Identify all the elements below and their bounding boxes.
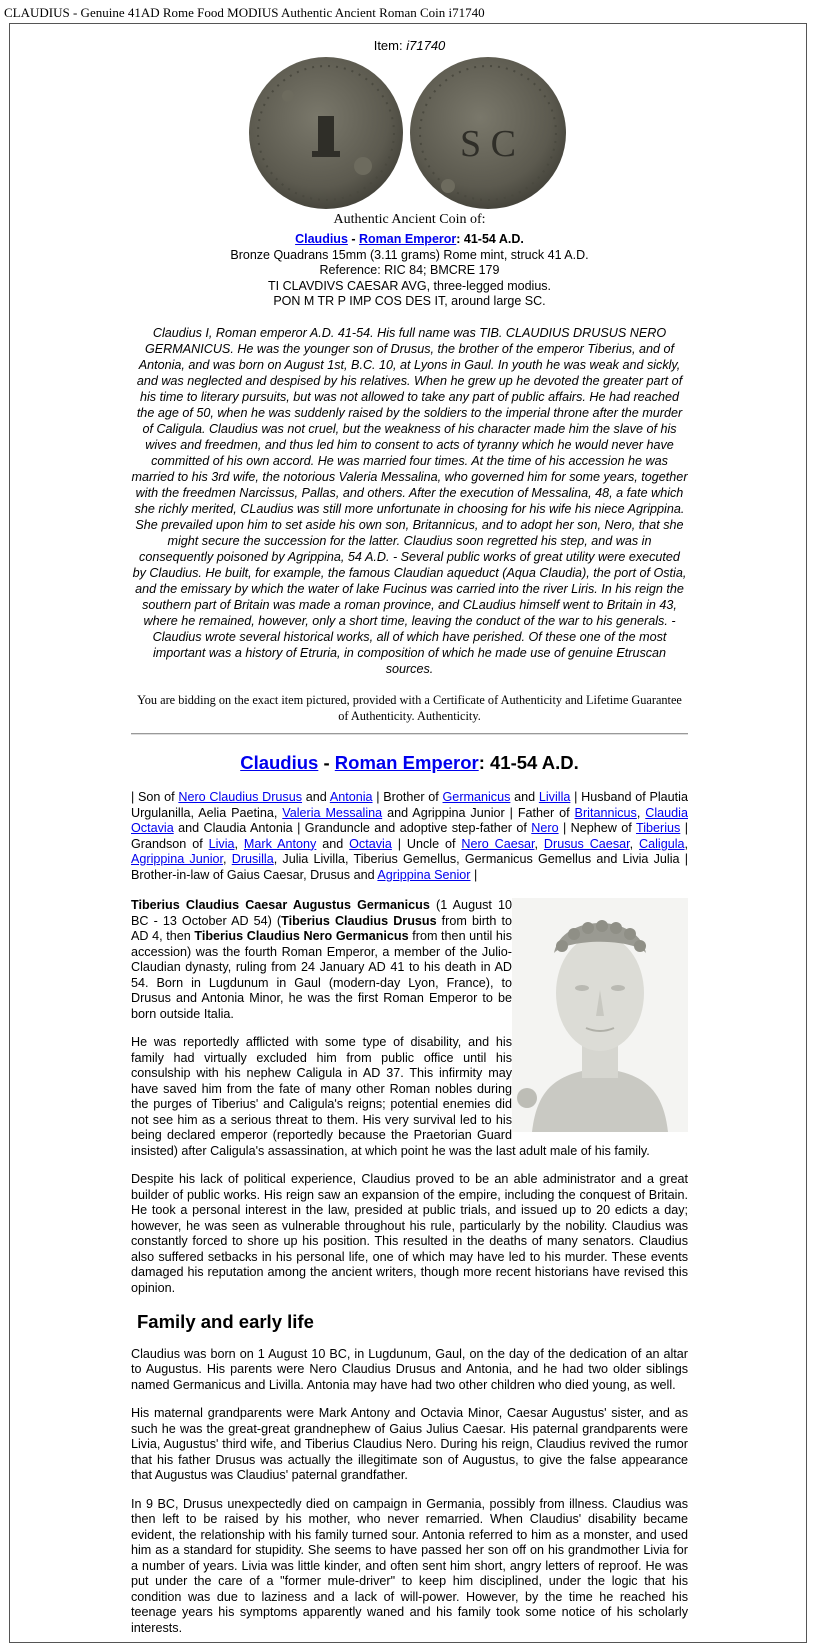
link-antonia[interactable]: Antonia [329, 790, 373, 804]
link-mark-antony[interactable]: Mark Antony [243, 836, 317, 851]
item-id-line [131, 38, 688, 53]
guarantee-text: You are bidding on the exact item pictured, provided with a Certificate of Authenticity and Lifetime Guarantee of Authenticity. Authenticity. [137, 693, 682, 723]
relations-text: and Agrippina Junior | Father of [382, 805, 575, 820]
link-tiberius[interactable]: Tiberius [635, 821, 681, 835]
link-nero[interactable]: Nero [531, 821, 559, 835]
bio-bold-name: Tiberius Claudius Nero Germanicus [194, 929, 409, 943]
bio-paragraph: His maternal grandparents were Mark Antony and Octavia Minor, Caesar Augustus' sister, and as such he was the great-great grandnephew of Gaius Julius Caesar. His paternal grandparents were Livia, Augustus' third wife, and Tiberius Claudius Nero. During his reign, Claudius revived the rumor that his father Drusus was actually the illegitimate son of Augustus, to give the false appearance that Augustus was Claudius' paternal grandfather. [131, 1406, 688, 1482]
item-label: Item: [373, 38, 403, 53]
coin-reverse-sc: S C [460, 123, 516, 165]
coin-line-obverse: TI CLAVDIVS CAESAR AVG, three-legged modius. [268, 278, 551, 293]
link-claudia-octavia[interactable]: Claudia Octavia [131, 805, 688, 835]
coin-obverse [249, 57, 403, 209]
bio-bold-name: Tiberius Claudius Caesar Augustus Germanicus [131, 898, 430, 912]
bio-text: from then until his accession) was the fourth Roman Emperor, a member of the Julio-Claudian dynasty, ruling from 24 January AD 41 to his death in AD 54. Born in Lugdunum in Gaul (modern-day Lyon, France), to Drusus and Antonia Minor, he was the first Roman Emperor to be born outside Italia. [131, 929, 512, 1021]
relations-text: | Son of [131, 790, 179, 804]
link-drusilla[interactable]: Drusilla [231, 852, 274, 866]
coin-details [131, 232, 688, 310]
heading-sep: - [318, 752, 335, 773]
bio-bold-name: Tiberius Claudius Drusus [281, 913, 437, 928]
coin-description: Claudius I, Roman emperor A.D. 41-54. His full name was TIB. CLAUDIUS DRUSUS NERO GERMANICUS. He was the younger son of Drusus, the brother of the emperor Tiberius, and of Antonia, and was born on August 1st, B.C. 10, at Lyons in Gaul. In youth he was weak and sickly, and was neglected and despised by his relatives. When he grew up he devoted the greater part of his time to literary pursuits, but was not allowed to take any part of public affairs. He had reached the age of 50, when he was suddenly raised by the soldiers to the imperial throne after the murder of Caligula. Claudius was not cruel, but the weakness of his character made him the slave of his wives and freedmen, and thus led him to consent to acts of tyranny which he would never have committed of his own accord. He was married four times. At the time of his accession he was married to his 3rd wife, the notorious Valeria Messalina, who governed him for some years, together with the freedmen Narcissus, Pallas, and others. After the execution of Messalina, 48, a fate which she richly merited, CLaudius was still more unfortunate in choosing for his wife his niece Agrippina. She prevailed upon him to set aside his own son, Britannicus, and to adopt her son, Nero, that she might secure the succession for the latter. Claudius soon regretted his step, and was in consequently poisoned by Agrippina, 54 A.D. - Several public works of great utility were executed by Claudius. He built, for example, the famous Claudian aqueduct (Aqua Claudia), the port of Ostia, and the emissary by which the water of lake Fucinus was carried into the river Liris. In his reign the southern part of Britain was made a roman province, and CLaudius himself went to Britain in 43, where he remained, however, only a short time, leaving the conduct of the war to his generals. - Claudius wrote several historical works, all of which have perished. Of these one of the most important was a history of Etruria, in composition of which he made use of genuine Etruscan sources. [131, 326, 688, 676]
link-octavia[interactable]: Octavia [349, 836, 392, 851]
item-id: i71740 [406, 38, 446, 53]
relations-text: and Claudia Antonia | Granduncle and adoptive step-father of [173, 821, 532, 835]
link-caligula[interactable]: Caligula [639, 836, 685, 851]
relations-text: | Husband of Plautia Urgulanilla, Aelia Paetina, [131, 790, 688, 820]
coin-heading-dates: : 41-54 A.D. [456, 232, 524, 246]
link-agrippina-junior[interactable]: Agrippina Junior [131, 852, 224, 866]
relations-text: | Grandson of [131, 821, 688, 851]
link-nero-claudius-drusus[interactable]: Nero Claudius Drusus [178, 790, 303, 804]
bio-paragraph: Despite his lack of political experience, Claudius proved to be an able administrator and a great builder of public works. His reign saw an expansion of the empire, including the conquest of Britain. He took a personal interest in the law, presided at public trials, and issued up to 20 edicts a day; however, he was seen as vulnerable throughout his rule, particularly by the nobility. Claudius was constantly forced to shore up his position. This resulted in the deaths of many senators. Claudius also suffered setbacks in his personal life, one of which may have led to his murder. These events damaged his reputation among the ancient writers, though more recent historians have revised this opinion. [131, 1172, 688, 1295]
link-valeria-messalina[interactable]: Valeria Messalina [282, 805, 383, 820]
bio-paragraph: He was reportedly afflicted with some type of disability, and his family had virtually excluded him from public office until his consulship with his nephew Caligula in AD 37. This infirmity may have saved him from the fate of many other Roman nobles during the purges of Tiberius' and Caligula's reigns; potential enemies did not see him as a serious threat to them. His very survival led to his being declared emperor (reportedly because the Praetorian Guard insisted) after Caligula's assassination, at which point he was the last adult male of his family. [131, 1035, 650, 1158]
relations-text: | Uncle of [391, 836, 462, 851]
bio-text: from birth to AD 4, then [131, 913, 513, 943]
coin-reverse [410, 57, 566, 209]
family-relations [131, 790, 688, 883]
relations-text: , [629, 836, 640, 851]
relations-text: and [510, 790, 539, 804]
coin-line-reference: Reference: RIC 84; BMCRE 179 [319, 263, 500, 277]
link-livia[interactable]: Livia [208, 836, 235, 851]
emperor-heading [131, 752, 688, 774]
link-nero-caesar[interactable]: Nero Caesar [461, 836, 535, 851]
link-livilla[interactable]: Livilla [538, 790, 571, 804]
link-britannicus[interactable]: Britannicus [574, 805, 637, 820]
roman-emperor-heading-link[interactable]: Roman Emperor [334, 752, 479, 773]
relations-text: , Julia Livilla, Tiberius Gemellus, Germanicus Gemellus and Livia Julia | Brother-in-law of Gaius Caesar, Drusus and [131, 852, 688, 882]
heading-dates: : 41-54 A.D. [478, 752, 579, 773]
coin-heading-sep: - [347, 232, 360, 246]
relations-text: | [470, 867, 478, 882]
bio-paragraph: Claudius was born on 1 August 10 BC, in Lugdunum, Gaul, on the day of the dedication of an altar to Augustus. His parents were Nero Claudius Drusus and Antonia, and he had two older siblings named Germanicus and Livilla. Antonia may have had two other children who died young, as well. [131, 1346, 688, 1392]
claudius-heading-link[interactable]: Claudius [240, 752, 319, 773]
relations-text: | Nephew of [558, 821, 636, 835]
link-germanicus[interactable]: Germanicus [442, 790, 511, 804]
relations-text: and [302, 790, 330, 804]
section-heading-family: Family and early life [137, 1311, 314, 1332]
link-agrippina-senior[interactable]: Agrippina Senior [377, 867, 471, 882]
relations-text: , [534, 836, 544, 851]
bio-paragraph: In 9 BC, Drusus unexpectedly died on campaign in Germania, possibly from illness. Claudius was then left to be raised by his mother, who never remarried. When Claudius' disability became evident, the relationship with his family turned sour. Antonia referred to him as a monster, and used him as a standard for stupidity. She seems to have passed her son off on his grandmother Livia for a number of years. Livia was little kinder, and often sent him short, angry letters of reproof. He was put under the care of a "former mule-driver" to keep him disciplined, under the logic that his condition was due to laziness and a lack of will-power. However, by the time he reached his teenage years his symptoms apparently waned and his family took some notice of his scholarly interests. [131, 1496, 688, 1635]
coin-caption: Authentic Ancient Coin of: [333, 212, 486, 227]
relations-text: , [234, 836, 244, 851]
coin-heading [131, 232, 688, 248]
relations-text: and [316, 836, 350, 851]
coin-line-reverse: PON M TR P IMP COS DES IT, around large SC. [273, 294, 546, 308]
claudius-link[interactable]: Claudius [295, 232, 348, 246]
relations-text: , [636, 805, 646, 820]
biography [131, 898, 688, 1649]
coin-line-denomination: Bronze Quadrans 15mm (3.11 grams) Rome mint, struck 41 A.D. [230, 247, 589, 262]
divider [131, 733, 688, 735]
claudius-bust-photo [512, 898, 688, 1132]
bio-text: (1 August 10 BC - 13 October AD 54) ( [131, 898, 513, 928]
roman-emperor-link[interactable]: Roman Emperor [359, 232, 457, 246]
relations-text: , [223, 852, 232, 866]
relations-text: | Brother of [372, 790, 443, 804]
relations-text: , [684, 836, 689, 851]
link-drusus-caesar[interactable]: Drusus Caesar [543, 836, 630, 851]
coin-photo [248, 56, 568, 210]
page-title: CLAUDIUS - Genuine 41AD Rome Food MODIUS Authentic Ancient Roman Coin i71740 [4, 5, 485, 20]
